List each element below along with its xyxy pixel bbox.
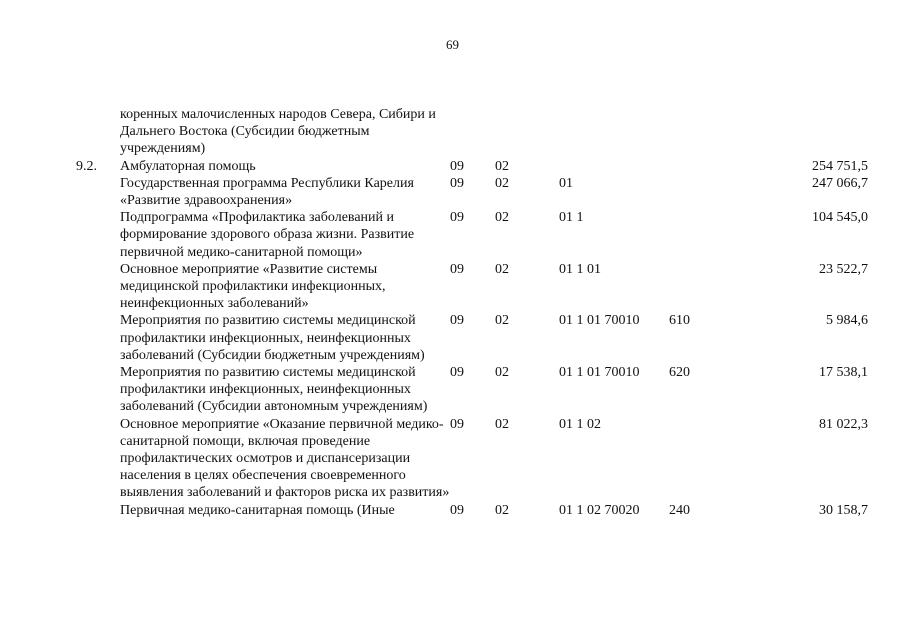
table-row [68, 175, 868, 209]
row-name: Государственная программа Республики Карелия «Развитие здравоохранения» [120, 175, 414, 209]
row-amount: 104 545,0 [812, 210, 868, 226]
row-name: Мероприятия по развитию системы медицинской профилактики инфекционных, неинфекционных заболеваний (Субсидии автономным учреждениям) [120, 365, 428, 415]
row-amount: 17 538,1 [819, 365, 868, 381]
row-subsection: 02 [495, 416, 509, 432]
row-target-code: 01 1 01 70010 [559, 365, 640, 381]
row-expense-type [669, 158, 749, 175]
row-section: 09 [450, 365, 464, 381]
row-target-code [559, 106, 669, 158]
row-amount: 81 022,3 [819, 416, 868, 432]
row-number [68, 416, 120, 502]
row-number [68, 261, 120, 313]
row-expense-type: 610 [669, 313, 690, 329]
row-subsection: 02 [495, 158, 509, 174]
row-expense-type [669, 175, 749, 209]
row-number [68, 364, 120, 416]
row-section: 09 [450, 175, 464, 191]
row-subsection: 02 [495, 175, 509, 191]
row-section [450, 106, 495, 158]
table-body [68, 106, 868, 519]
table-row [68, 502, 868, 519]
table-row [68, 158, 868, 175]
table-row [68, 261, 868, 313]
row-section: 09 [450, 158, 464, 174]
row-amount: 23 522,7 [819, 261, 868, 277]
row-number [68, 209, 120, 261]
row-expense-type [669, 416, 749, 502]
row-target-code: 01 1 02 [559, 416, 601, 432]
row-number [68, 502, 120, 519]
row-number: 9.2. [76, 158, 97, 174]
row-name: Подпрограмма «Профилактика заболеваний и формирование здорового образа жизни. Развитие первичной медико-санитарной помощи» [120, 210, 415, 260]
table-row [68, 416, 868, 502]
row-target-code: 01 [559, 175, 573, 191]
row-expense-type [669, 209, 749, 261]
row-section: 09 [450, 416, 464, 432]
row-target-code [559, 158, 669, 175]
row-name: Мероприятия по развитию системы медицинской профилактики инфекционных, неинфекционных заболеваний (Субсидии бюджетным учреждениям) [120, 313, 425, 363]
row-name: Первичная медико-санитарная помощь (Иные [120, 502, 395, 518]
budget-table [68, 106, 868, 519]
row-name: Основное мероприятие «Развитие системы медицинской профилактики инфекционных, неинфекционных заболеваний» [120, 261, 386, 312]
row-target-code: 01 1 02 70020 [559, 502, 640, 518]
row-name: Основное мероприятие «Оказание первичной медико-санитарной помощи, включая проведение профилактических осмотров и диспансеризации населения в целях обеспечения своевременного выявления заболеваний и факторов риска их развития» [120, 416, 450, 501]
row-subsection: 02 [495, 502, 509, 518]
row-number [68, 312, 120, 364]
table-row [68, 209, 868, 261]
row-name: коренных малочисленных народов Севера, Сибири и Дальнего Востока (Субсидии бюджетным учреждениям) [120, 107, 436, 157]
row-subsection: 02 [495, 313, 509, 329]
row-section: 09 [450, 210, 464, 226]
row-name: Амбулаторная помощь [120, 158, 256, 174]
row-expense-type: 620 [669, 365, 690, 381]
row-target-code: 01 1 01 70010 [559, 313, 640, 329]
row-expense-type [669, 106, 749, 158]
row-amount [749, 106, 868, 158]
row-amount: 5 984,6 [826, 313, 868, 329]
row-number [68, 175, 120, 209]
row-number [68, 106, 120, 158]
table-row [68, 364, 868, 416]
row-expense-type: 240 [669, 502, 690, 518]
row-section: 09 [450, 261, 464, 277]
row-amount: 30 158,7 [819, 502, 868, 518]
table-row [68, 106, 868, 158]
table-row [68, 312, 868, 364]
row-expense-type [669, 261, 749, 313]
row-amount: 254 751,5 [812, 158, 868, 174]
row-amount: 247 066,7 [812, 175, 868, 191]
row-section: 09 [450, 502, 464, 518]
row-target-code: 01 1 01 [559, 261, 601, 277]
page-number: 69 [446, 37, 459, 52]
row-subsection: 02 [495, 261, 509, 277]
row-subsection: 02 [495, 210, 509, 226]
row-subsection: 02 [495, 365, 509, 381]
row-section: 09 [450, 313, 464, 329]
row-subsection [495, 106, 559, 158]
row-target-code: 01 1 [559, 210, 584, 226]
